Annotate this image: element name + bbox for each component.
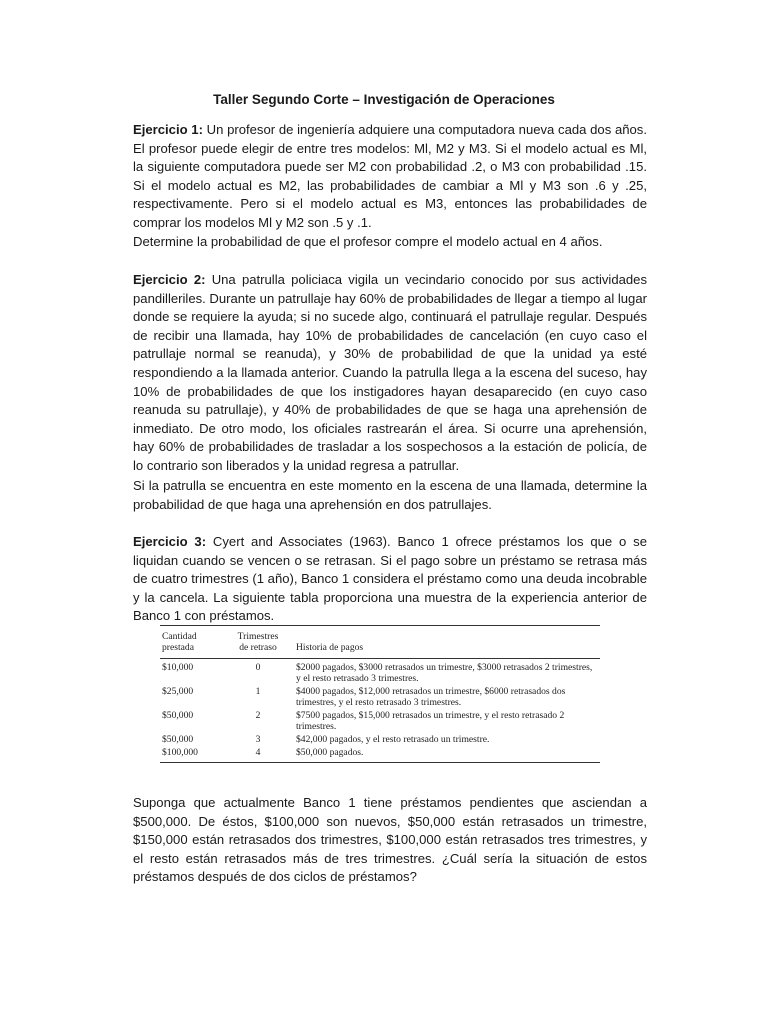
exercise-2-heading: Ejercicio 2:: [133, 272, 206, 287]
exercise-3: [133, 533, 647, 626]
exercise-1: [133, 121, 647, 233]
table-row: [160, 709, 600, 733]
cell-history: $4000 pagados, $12,000 retrasados un trimestre, $6000 retrasados dos trimestres, y el resto retrasado 3 trimestres.: [296, 686, 566, 708]
cell-amount: $10,000: [162, 662, 194, 673]
exercise-2-text: Una patrulla policiaca vigila un vecindario conocido por sus actividades pandilleriles. Durante un patrullaje hay 60% de probabilidades de llegar a tiempo al lugar donde se requiere la ayuda; si no sucede algo, continuará el patrullaje regular. Después de recibir una llamada, hay 10% de probabilidades de cancelación (en cuyo caso el patrullaje normal se reanuda), y 30% de probabilidad de que la unidad ya esté respondiendo a la llamada anterior. Cuando la patrulla llega a la escena del suceso, hay 10% de probabilidades de que los instigadores hayan desaparecido (en cuyo caso reanuda su patrullaje), y 40% de probabilidades de que se haga una aprehensión de inmediato. De otro modo, los oficiales rastrearán el área. Si ocurre una aprehensión, hay 60% de probabilidades de trasladar a los sospechosos a la estación de policía, de lo contrario son liberados y la unidad regresa a patrullar.: [133, 272, 647, 473]
header-history: Historia de pagos: [296, 642, 364, 653]
document-title: Taller Segundo Corte – Investigación de Operaciones: [213, 92, 555, 107]
cell-quarters: 3: [255, 734, 261, 745]
exercise-3-question: Suponga que actualmente Banco 1 tiene préstamos pendientes que asciendan a $500,000. De éstos, $100,000 son nuevos, $50,000 están retrasados un trimestre, $150,000 están retrasados dos trimestres, $100,000 están retrasados tres trimestres, y el resto están retrasados más de tres trimestres. ¿Cuál sería la situación de estos préstamos después de dos ciclos de préstamos?: [133, 795, 647, 885]
exercise-3-text: Cyert and Associates (1963). Banco 1 ofrece préstamos los que o se liquidan cuando se vencen o se retrasan. Si el pago sobre un préstamo se retrasa más de cuatro trimestres (1 año), Banco 1 considera el préstamo como una deuda incobrable y la cancela. La siguiente tabla proporciona una muestra de la experiencia anterior de Banco 1 con préstamos.: [133, 534, 647, 624]
header-amount: Cantidad prestada: [162, 631, 197, 653]
table-row: [160, 733, 600, 746]
exercise-3-heading: Ejercicio 3:: [133, 534, 207, 549]
cell-amount: $50,000: [162, 734, 194, 745]
exercise-1-question: Determine la probabilidad de que el profesor compre el modelo actual en 4 años.: [133, 234, 603, 249]
cell-amount: $50,000: [162, 710, 194, 721]
cell-quarters: 2: [255, 710, 261, 721]
exercise-1-text: Un profesor de ingeniería adquiere una computadora nueva cada dos años. El profesor puede elegir de entre tres modelos: Ml, M2 y M3. Si el modelo actual es Ml, la siguiente computadora puede ser M2 con probabilidad .2, o M3 con probabilidad .15. Si el modelo actual es M2, las probabilidades de cambiar a Ml y M3 son .6 y .25, respectivamente. Pero si el modelo actual es M3, entonces las probabilidades de comprar los modelos Ml y M2 son .5 y .1.: [133, 122, 647, 230]
cell-amount: $25,000: [162, 686, 194, 697]
exercise-2: [133, 271, 647, 476]
exercise-2-question: Si la patrulla se encuentra en este momento en la escena de una llamada, determine la probabilidad de que haga una aprehensión en dos patrullajes.: [133, 478, 647, 512]
cell-history: $7500 pagados, $15,000 retrasados un trimestre, y el resto retrasado 2 trimestres.: [296, 710, 565, 732]
table-row: [160, 659, 600, 686]
cell-history: $42,000 pagados, y el resto retrasado un trimestre.: [296, 734, 490, 745]
cell-quarters: 0: [255, 662, 261, 673]
cell-quarters: 1: [255, 686, 261, 697]
table-row: [160, 746, 600, 763]
header-quarters: Trimestres de retraso: [237, 631, 279, 653]
cell-amount: $100,000: [162, 747, 198, 758]
cell-history: $50,000 pagados.: [296, 747, 364, 758]
table-row: [160, 685, 600, 709]
loan-history-table: [160, 625, 600, 763]
table-header-row: [160, 626, 600, 659]
cell-history: $2000 pagados, $3000 retrasados un trimestre, $3000 retrasados 2 trimestres, y el resto retrasado 3 trimestres.: [296, 662, 593, 684]
exercise-1-heading: Ejercicio 1:: [133, 122, 203, 137]
cell-quarters: 4: [255, 747, 261, 758]
